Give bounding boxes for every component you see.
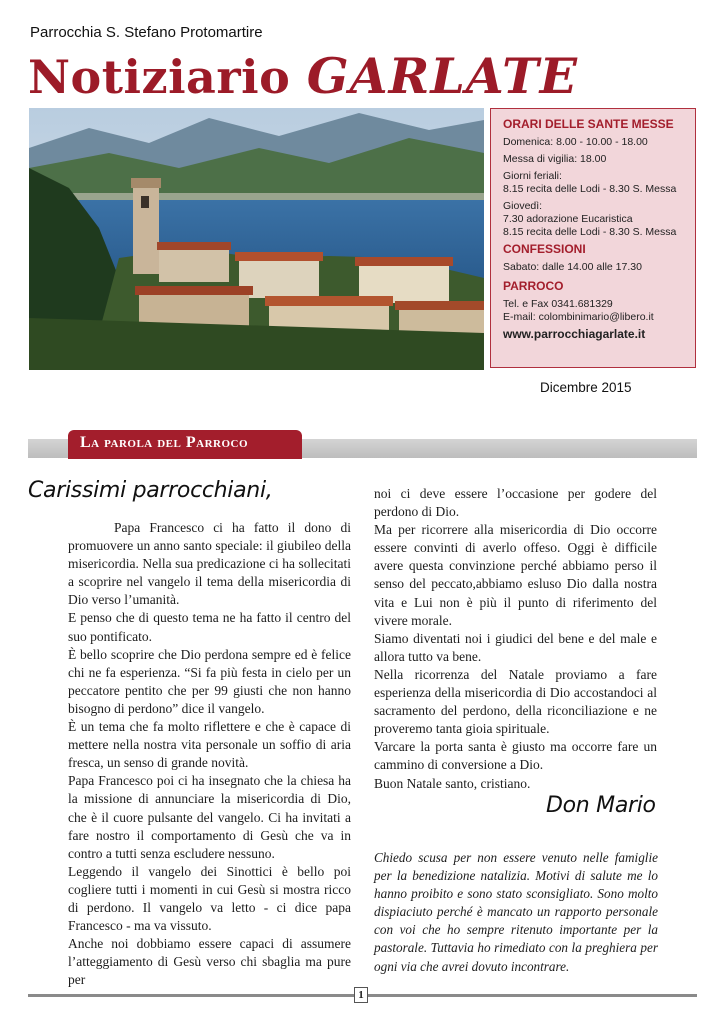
thursday-value-2: 8.15 recita delle Lodi - 8.30 S. Messa xyxy=(503,226,677,238)
apology-note: Chiedo scusa per non essere venuto nelle famiglie per la benedizione natalizia. Motivi di salute me lo hanno proibito e sono stato sconsigliato. Sono molto dispiaciuto perché è mancato un rapporto personale con voi che ho sempre ritenuto importante per la pastorale. Tuttavia ho rimediato con la preghiera per ogni via che avrei dovuto incontrare. xyxy=(374,850,658,974)
article-left-column xyxy=(68,519,351,989)
masses-sunday: Domenica: 8.00 - 10.00 - 18.00 xyxy=(503,136,648,148)
article-paragraph: Anche noi dobbiamo essere capaci di assumere l’atteggiamento di Gesù verso chi sbaglia ma pure per xyxy=(68,936,351,988)
article-paragraph: Papa Francesco ci ha fatto il dono di promuovere un anno santo speciale: il giubileo della misericordia. Nella sua predicazione ci ha sollecitati a scoprire nel vangelo il tema della misericordia di Dio verso l’umanità. xyxy=(68,520,351,608)
article-paragraph: Siamo diventati noi i giudici del bene e del male e allora tutto va bene. xyxy=(374,630,657,664)
masses-heading: ORARI DELLE SANTE MESSE xyxy=(503,117,674,131)
article-paragraph: Ma per ricorrere alla misericordia di Dio occorre essere convinti di averlo offeso. Oggi è difficile avere questa convinzione perché abbiamo perso il senso del peccato,abbiamo esluso Dio dalla nostra vita e Lui non è più il punto di riferimento del vivere morale. xyxy=(374,522,657,628)
article-right-column xyxy=(374,485,657,793)
masthead-title-part1: Notiziario xyxy=(28,50,291,104)
article-paragraph: Varcare la porta santa è giusto ma occorre fare un cammino di conversione a Dio. xyxy=(374,739,657,773)
article-greeting: Carissimi parrocchiani, xyxy=(28,478,273,503)
article-paragraph: Nella ricorrenza del Natale proviamo a fare esperienza della misericordia di Dio accostandoci al sacramento del perdono, della riconciliazione e ne proveremo tanta gioia spirituale. xyxy=(374,666,657,737)
article-paragraph: Papa Francesco poi ci ha insegnato che la chiesa ha la missione di annunciare la misericordia di Dio, che è il cuore pulsante del vangelo. Ci ha invitati a fare nostro il comportamento di Gesù che va in contro a tutti senza escludere nessuno. xyxy=(68,773,351,861)
website-link[interactable]: www.parrocchiagarlate.it xyxy=(503,327,646,341)
phone-fax: Tel. e Fax 0341.681329 xyxy=(503,298,613,310)
section-title: La parola del Parroco xyxy=(80,434,249,451)
issue-date: Dicembre 2015 xyxy=(540,380,632,395)
weekdays-value: 8.15 recita delle Lodi - 8.30 S. Messa xyxy=(503,183,677,195)
author-signature: Don Mario xyxy=(546,793,656,818)
email[interactable]: E-mail: colombinimario@libero.it xyxy=(503,311,654,323)
masthead-title-part2: GARLATE xyxy=(306,47,578,105)
parish-name: Parrocchia S. Stefano Protomartire xyxy=(30,24,263,41)
thursday-label: Giovedì: xyxy=(503,200,543,212)
page-number: 1 xyxy=(354,987,368,1003)
weekdays-label: Giorni feriali: xyxy=(503,170,562,182)
article-paragraph: È un tema che fa molto riflettere e che è capace di mettere nella nostra vita personale un soffio di aria fresca, un senso di grande novità. xyxy=(68,719,351,771)
masses-thursday xyxy=(503,200,685,239)
article-paragraph: E penso che di questo tema ne ha fatto il centro del suo pontificato. xyxy=(68,610,351,644)
article-paragraph: Leggendo il vangelo dei Sinottici è bello poi cogliere tutti i momenti in cui Gesù si mostra ricco di perdono. Il vangelo va letto - ci dice papa Francesco - ma va vissuto. xyxy=(68,863,351,934)
article-paragraph: noi ci deve essere l’occasione per godere del perdono di Dio. xyxy=(374,486,657,520)
confessions-heading: CONFESSIONI xyxy=(503,242,586,256)
article-paragraph: Buon Natale santo, cristiano. xyxy=(374,775,531,791)
article-paragraph: È bello scoprire che Dio perdona sempre ed è felice chi ne fa esperienza. “Si fa più festa in cielo per un peccatore pentito che per 99 giusti che non hanno bisogno di perdono” dice il vangelo. xyxy=(68,646,351,716)
info-box xyxy=(490,108,696,368)
thursday-value-1: 7.30 adorazione Eucaristica xyxy=(503,213,633,225)
section-tab xyxy=(68,430,302,459)
parroco-heading: PARROCO xyxy=(503,279,564,293)
masses-weekdays xyxy=(503,170,685,196)
masses-vigil: Messa di vigilia: 18.00 xyxy=(503,153,607,165)
confessions-time: Sabato: dalle 14.00 alle 17.30 xyxy=(503,261,642,273)
lake-village-photo xyxy=(29,108,484,370)
masthead-title xyxy=(28,48,578,105)
